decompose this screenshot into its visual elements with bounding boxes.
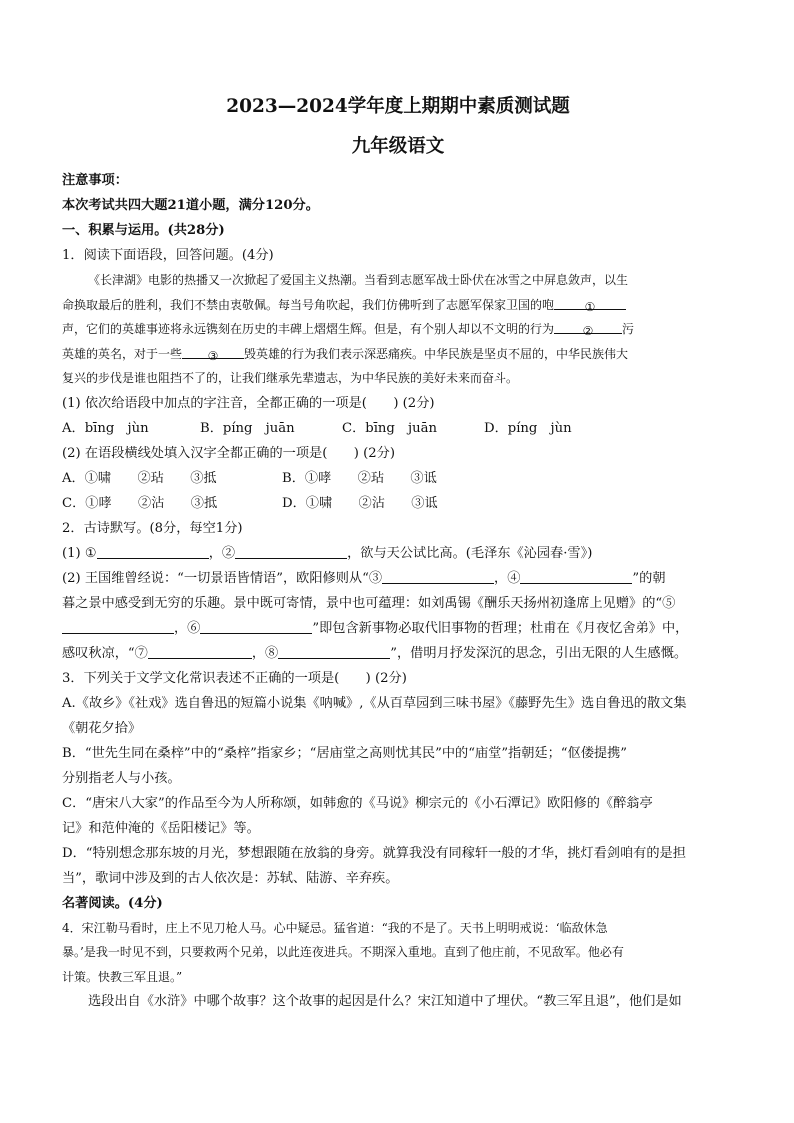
passage-line [62, 293, 734, 318]
q3-option-b[interactable]: B．“世先生同在桑梓”中的“桑梓”指家乡；“居庙堂之高则忧其民”中的“庙堂”指朝廷；“伛偻提携” [62, 745, 628, 761]
q2-text: ”即包含新事物必取代旧事物的哲理；杜甫在《月夜忆舍弟》中， [312, 620, 689, 636]
exam-page [62, 92, 734, 1014]
q2-line [62, 541, 734, 566]
poem-blank-4[interactable] [520, 569, 632, 584]
option-b[interactable]: B．①哮 ②玷 ③诋 [282, 470, 437, 486]
option-c[interactable]: C．①哮 ②沾 ③抵 [62, 495, 218, 511]
q4-passage-line: 4．宋江勒马看时，庄上不见刀枪人马。心中疑忌。猛省道：“我的不是了。天书上明明戒说：‘临敌休急 [62, 920, 608, 935]
passage-text: 命换取最后的胜利，我们不禁由衷敬佩。每当号角吹起，我们仿佛听到了志愿军保家卫国的咆 [62, 297, 555, 312]
passage-line: 《长津湖》电影的热播又一次掀起了爱国主义热潮。当看到志愿军战士卧伏在冰雪之中屏息敛声，以生 [88, 273, 629, 287]
q4-passage-line: 暴。’是我一时见不到，只要救两个兄弟，以此连夜进兵。不期深入重地。直到了他庄前，不见敌军。他必有 [62, 945, 624, 959]
q2-line: 暮之景中感受到无穷的乐趣。景中既可寄情，景中也可蕴理：如刘禹锡《酬乐天扬州初逢席上见赠》的“⑤ [62, 595, 676, 611]
exam-subtitle: 九年级语文 [351, 136, 445, 157]
q1-sub1: (1) 依次给语段中加点的字注音，全都正确的一项是( ) (2分) [62, 395, 435, 411]
passage-line [62, 342, 734, 367]
reading-heading: 名著阅读。(4分) [62, 895, 163, 911]
notice-heading: 注意事项： [62, 173, 128, 188]
q3-option-b-cont: 分别指老人与小孩。 [62, 770, 181, 786]
q2-text: ”的朝 [632, 570, 666, 586]
option-a[interactable]: A．bīng jùn [62, 420, 149, 436]
q2-text: ”，借明月抒发深沉的思念，引出无限的人生感慨。 [390, 645, 688, 661]
answer-blank-1[interactable]: ① [554, 295, 626, 310]
q2-text: ，欲与天公试比高。(毛泽东《沁园春·雪》) [347, 545, 593, 561]
option-a[interactable]: A．①啸 ②玷 ③抵 [62, 470, 217, 486]
q2-text: 感叹秋凉，“⑦ [62, 645, 148, 661]
poem-blank-7[interactable] [148, 644, 252, 659]
passage-text: 英雄的英名，对于一些 [62, 346, 183, 361]
q2-text: ，⑧ [251, 645, 279, 661]
answer-blank-2[interactable]: ② [554, 319, 622, 334]
passage-text: 声，它们的英雄事迹将永远镌刻在历史的丰碑上熠熠生辉。但是，有个别人却以不文明的行为 [62, 322, 555, 336]
q1-sub2-options [62, 466, 734, 491]
q3-option-d[interactable]: D．“特别想念那东坡的月光，梦想跟随在放翁的身旁。就算我没有同稼轩一般的才华，挑灯看剑咱有的是担 [62, 845, 686, 861]
q3-option-a[interactable]: A.《故乡》《社戏》选自鲁迅的短篇小说集《呐喊》,《从百草园到三味书屋》《藤野先生》选自鲁迅的散文集 [62, 695, 687, 711]
option-c[interactable]: C．bīng juān [342, 420, 437, 436]
section1-heading: 一、积累与运用。(共28分) [62, 223, 225, 238]
q1-stem: 1．阅读下面语段，回答问题。(4分) [62, 248, 274, 263]
q4-passage-line: 计策。快教三军且退。” [62, 969, 183, 984]
q2-text: ，② [208, 545, 236, 561]
option-d[interactable]: D．①啸 ②沾 ③诋 [282, 495, 438, 511]
q1-sub1-options [62, 416, 734, 441]
q2-text: (1) ① [62, 545, 97, 561]
q2-text: ，④ [494, 570, 521, 586]
q3-option-a-cont: 《朝花夕拾》 [62, 720, 142, 736]
passage-text: 毁英雄的行为我们表示深恶痛疾。中华民族是坚贞不屈的，中华民族伟大 [244, 346, 629, 361]
q2-line [62, 616, 734, 641]
poem-blank-2[interactable] [235, 544, 347, 559]
q2-text: (2) 王国维曾经说：“一切景语皆情语”，欧阳修则从“③ [62, 570, 383, 586]
poem-blank-5[interactable] [62, 619, 174, 634]
poem-blank-3[interactable] [382, 569, 494, 584]
notice-text: 本次考试共四大题21道小题，满分120分。 [62, 198, 319, 213]
exam-title: 2023—2024学年度上期期中素质测试题 [226, 96, 570, 117]
poem-blank-6[interactable] [200, 619, 312, 634]
q4-question: 选段出自《水浒》中哪个故事？这个故事的起因是什么？宋江知道中了埋伏。“教三军且退”，他们是如 [88, 994, 682, 1009]
option-b[interactable]: B．píng juān [200, 420, 295, 436]
option-d[interactable]: D．píng jùn [484, 420, 572, 436]
q3-option-c-cont: 记》和范仲淹的《岳阳楼记》等。 [62, 820, 260, 836]
q3-option-c[interactable]: C．“唐宋八大家”的作品至今为人所称颂，如韩愈的《马说》柳宗元的《小石潭记》欧阳修的《醉翁亭 [62, 795, 653, 811]
passage-text: 污 [622, 322, 635, 336]
q3-option-d-cont: 当”，歌词中涉及到的古人依次是：苏轼、陆游、辛弃疾。 [62, 870, 399, 886]
q2-line [62, 566, 734, 591]
q2-stem: 2．古诗默写。(8分，每空1分) [62, 520, 243, 536]
q2-line [62, 641, 734, 666]
q3-stem: 3．下列关于文学文化常识表述不正确的一项是( ) (2分) [62, 670, 407, 686]
q1-sub2: (2) 在语段横线处填入汉字全都正确的一项是( ) (2分) [62, 445, 395, 461]
passage-line [62, 317, 734, 342]
passage-line: 复兴的步伐是谁也阻挡不了的，让我们继承先辈遗志，为中华民族的美好未来而奋斗。 [62, 371, 519, 385]
answer-blank-3[interactable]: ③ [182, 344, 244, 359]
poem-blank-8[interactable] [278, 644, 390, 659]
q2-text: ，⑥ [174, 620, 201, 636]
poem-blank-1[interactable] [97, 544, 209, 559]
q1-sub2-options [62, 491, 734, 516]
q1-passage [62, 268, 734, 391]
